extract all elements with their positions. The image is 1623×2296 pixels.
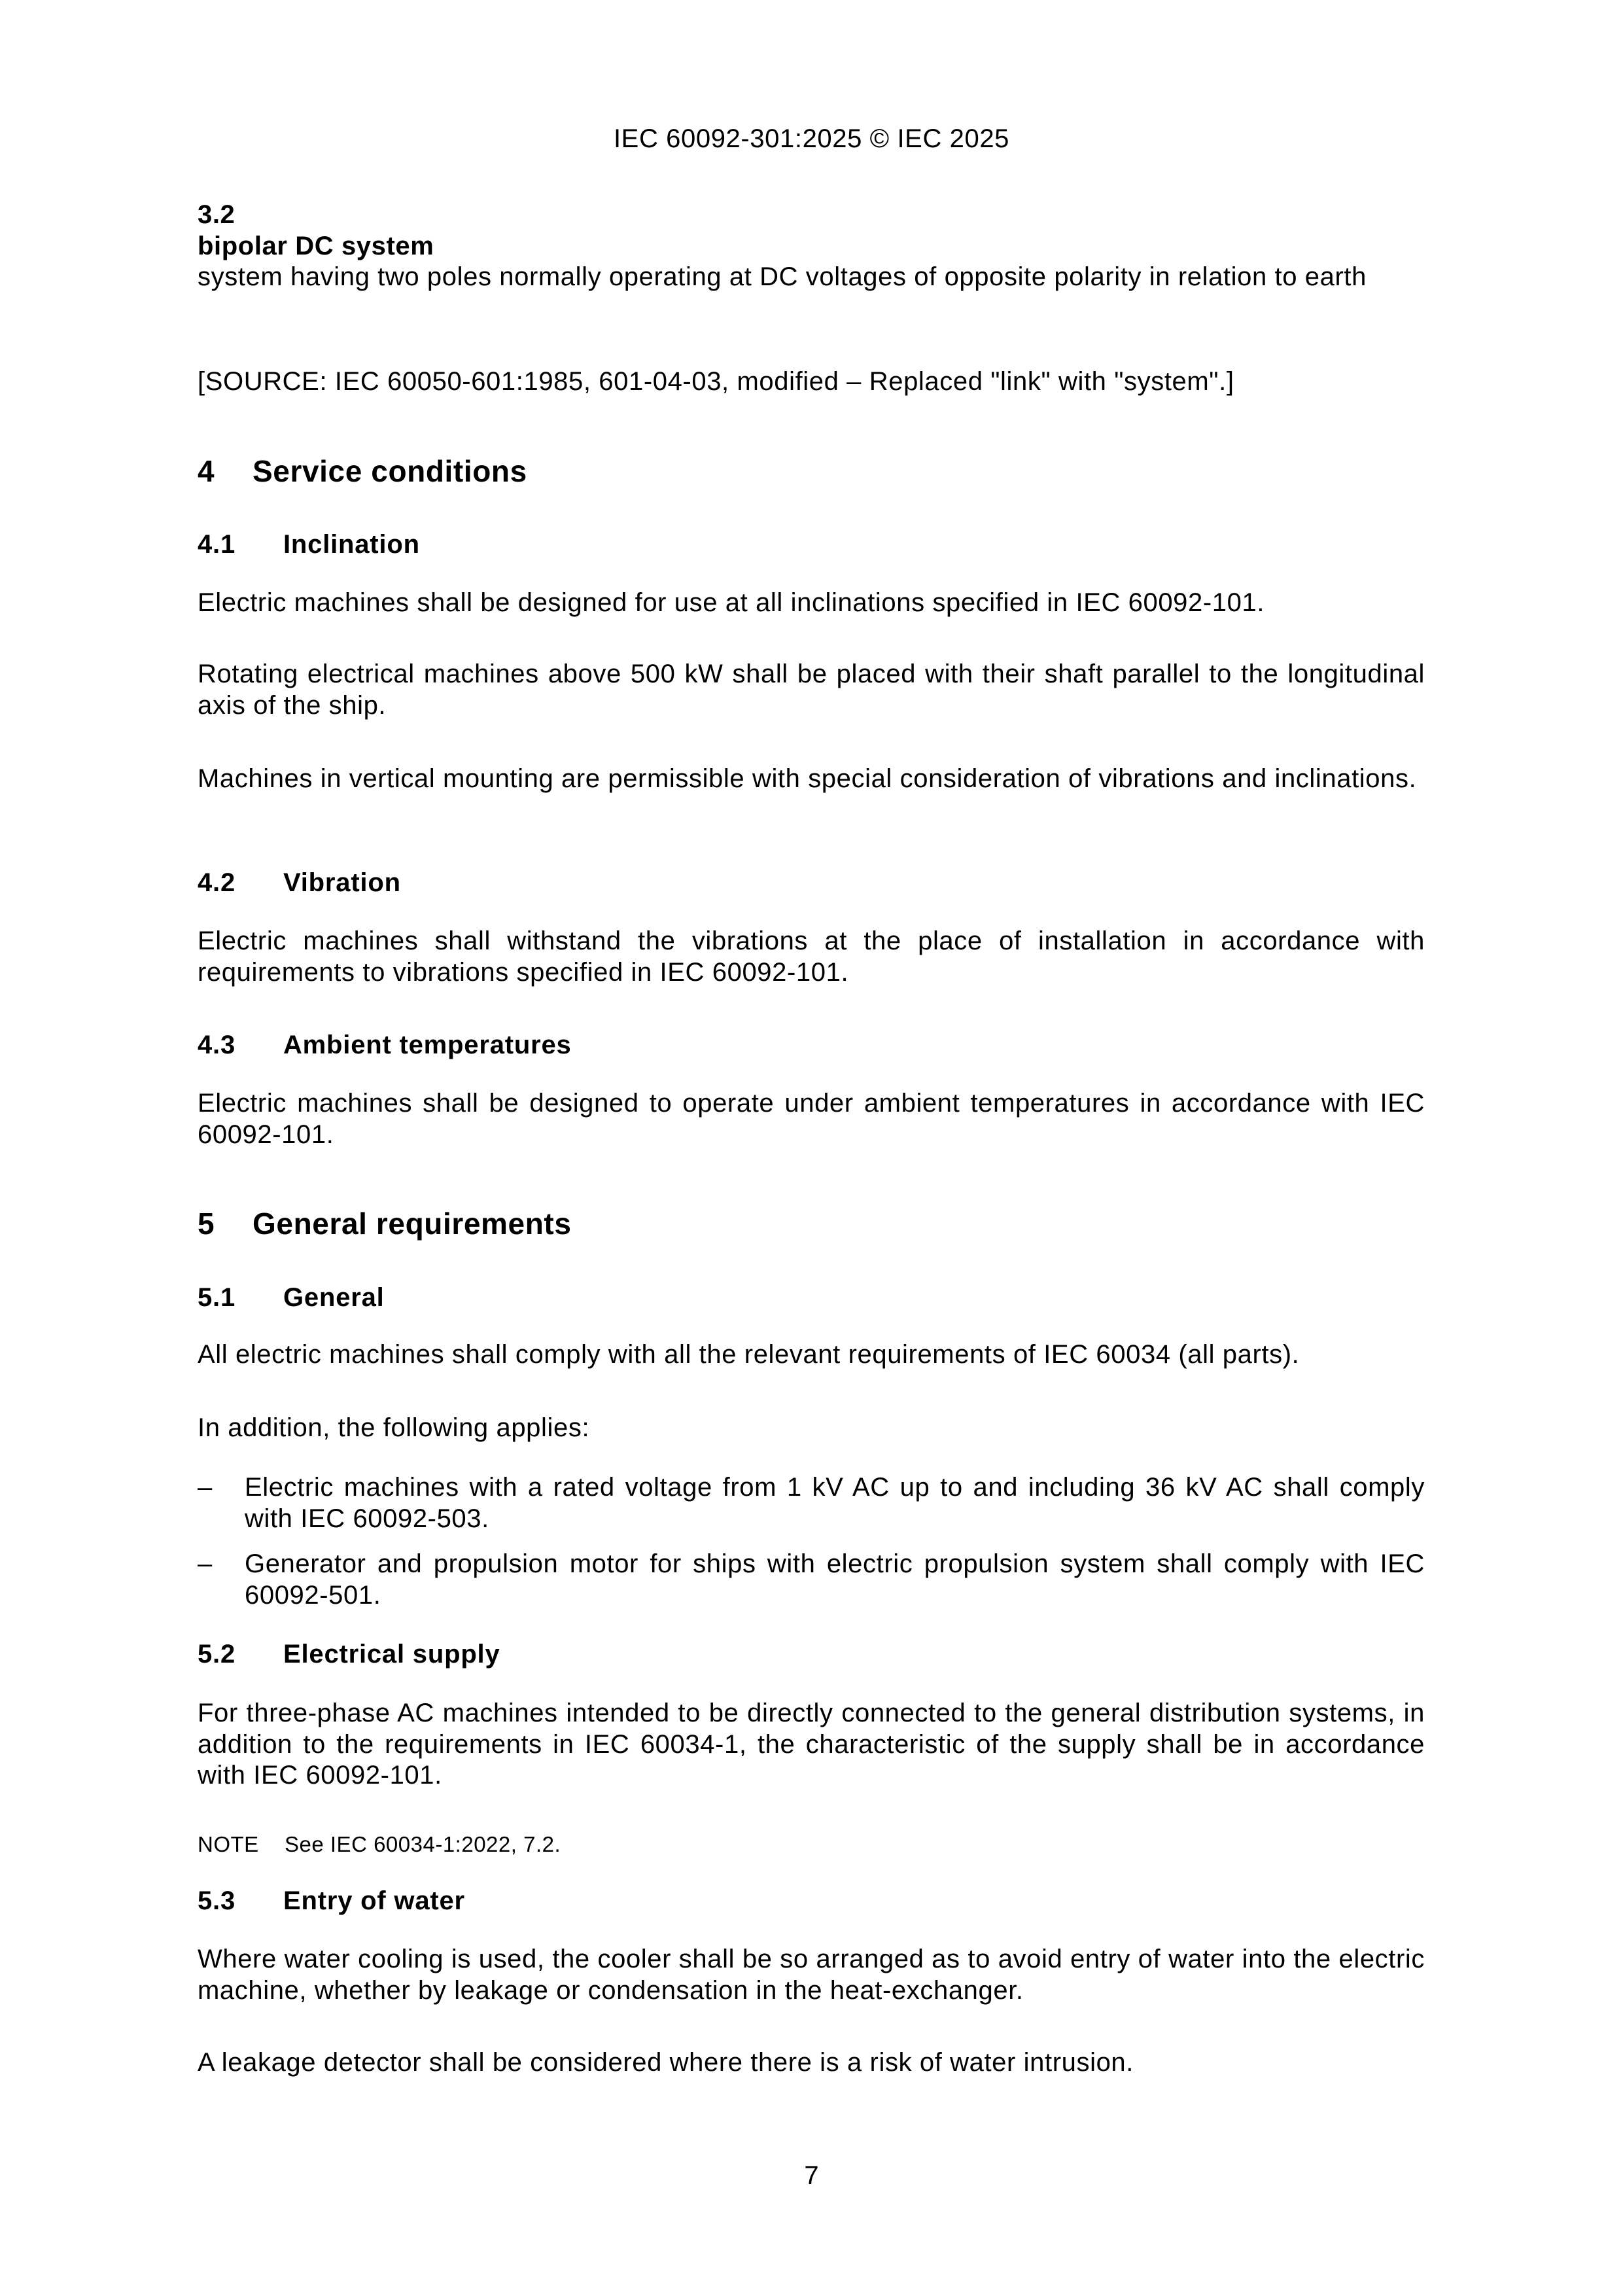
paragraph: Electric machines shall be designed to operate under ambient temperatures in accordance with IEC 60092-101.: [198, 1089, 1425, 1149]
paragraph: Machines in vertical mounting are permissible with special consideration of vibrations and inclinations.: [198, 764, 1417, 793]
paragraph: All electric machines shall comply with all the relevant requirements of IEC 60034 (all parts).: [198, 1340, 1300, 1369]
term-source: [SOURCE: IEC 60050-601:1985, 601-04-03, modified – Replaced "link" with "system".]: [198, 367, 1234, 396]
term-definition: system having two poles normally operating at DC voltages of opposite polarity in relation to earth: [198, 262, 1367, 291]
subclause-heading-5-3: [198, 1885, 1425, 1916]
term-number: 3.2: [198, 200, 236, 229]
list-item-text: Generator and propulsion motor for ships with electric propulsion system shall comply with IEC 60092-501.: [245, 1549, 1425, 1610]
subclause-heading-5-1: [198, 1282, 1425, 1313]
subclause-number: 5.1: [198, 1283, 236, 1312]
clause-title: Service conditions: [253, 454, 527, 488]
subclause-number: 4.3: [198, 1031, 236, 1059]
paragraph: Where water cooling is used, the cooler shall be so arranged as to avoid entry of water into the electric machine, whether by leakage or condensation in the heat-exchanger.: [198, 1945, 1425, 2005]
term-name: bipolar DC system: [198, 231, 434, 260]
subclause-number: 5.3: [198, 1886, 236, 1915]
paragraph: For three-phase AC machines intended to be directly connected to the general distribution systems, in addition to the requirements in IEC 60034-1, the characteristic of the supply shall be in accordance with IEC 60092-101.: [198, 1699, 1425, 1790]
paragraph: In addition, the following applies:: [198, 1413, 590, 1442]
subclause-title: Vibration: [283, 868, 401, 897]
subclause-title: Inclination: [283, 530, 420, 559]
subclause-number: 5.2: [198, 1640, 236, 1669]
clause-number: 4: [198, 454, 215, 488]
subclause-heading-4-1: [198, 529, 1425, 560]
list-dash: –: [198, 1473, 213, 1502]
list-item: [198, 1549, 1425, 1611]
paragraph: A leakage detector shall be considered where there is a risk of water intrusion.: [198, 2048, 1134, 2077]
clause-heading-4: [198, 453, 1425, 489]
page-number: 7: [804, 2161, 819, 2190]
subclause-title: Ambient temperatures: [283, 1031, 572, 1059]
list-item: [198, 1472, 1425, 1534]
note: [198, 1831, 1425, 1858]
list-dash: –: [198, 1549, 213, 1578]
subclause-number: 4.1: [198, 530, 236, 559]
clause-title: General requirements: [253, 1207, 572, 1241]
term-entry: [198, 200, 1425, 293]
clause-number: 5: [198, 1207, 215, 1241]
subclause-title: General: [283, 1283, 385, 1312]
subclause-title: Electrical supply: [283, 1640, 500, 1669]
paragraph: Rotating electrical machines above 500 kW shall be placed with their shaft parallel to the longitudinal axis of the ship.: [198, 660, 1425, 720]
subclause-heading-4-2: [198, 867, 1425, 898]
subclause-heading-5-2: [198, 1638, 1425, 1670]
note-label: NOTE: [198, 1832, 259, 1856]
list-item-text: Electric machines with a rated voltage from 1 kV AC up to and including 36 kV AC shall comply with IEC 60092-503.: [245, 1473, 1425, 1533]
clause-heading-5: [198, 1205, 1425, 1242]
paragraph: Electric machines shall withstand the vibrations at the place of installation in accordance with requirements to vibrations specified in IEC 60092-101.: [198, 927, 1425, 987]
running-header: IEC 60092-301:2025 © IEC 2025: [613, 124, 1010, 153]
paragraph: Electric machines shall be designed for use at all inclinations specified in IEC 60092-101.: [198, 588, 1265, 617]
subclause-heading-4-3: [198, 1029, 1425, 1061]
note-text: See IEC 60034-1:2022, 7.2.: [285, 1832, 561, 1856]
subclause-title: Entry of water: [283, 1886, 465, 1915]
subclause-number: 4.2: [198, 868, 236, 897]
